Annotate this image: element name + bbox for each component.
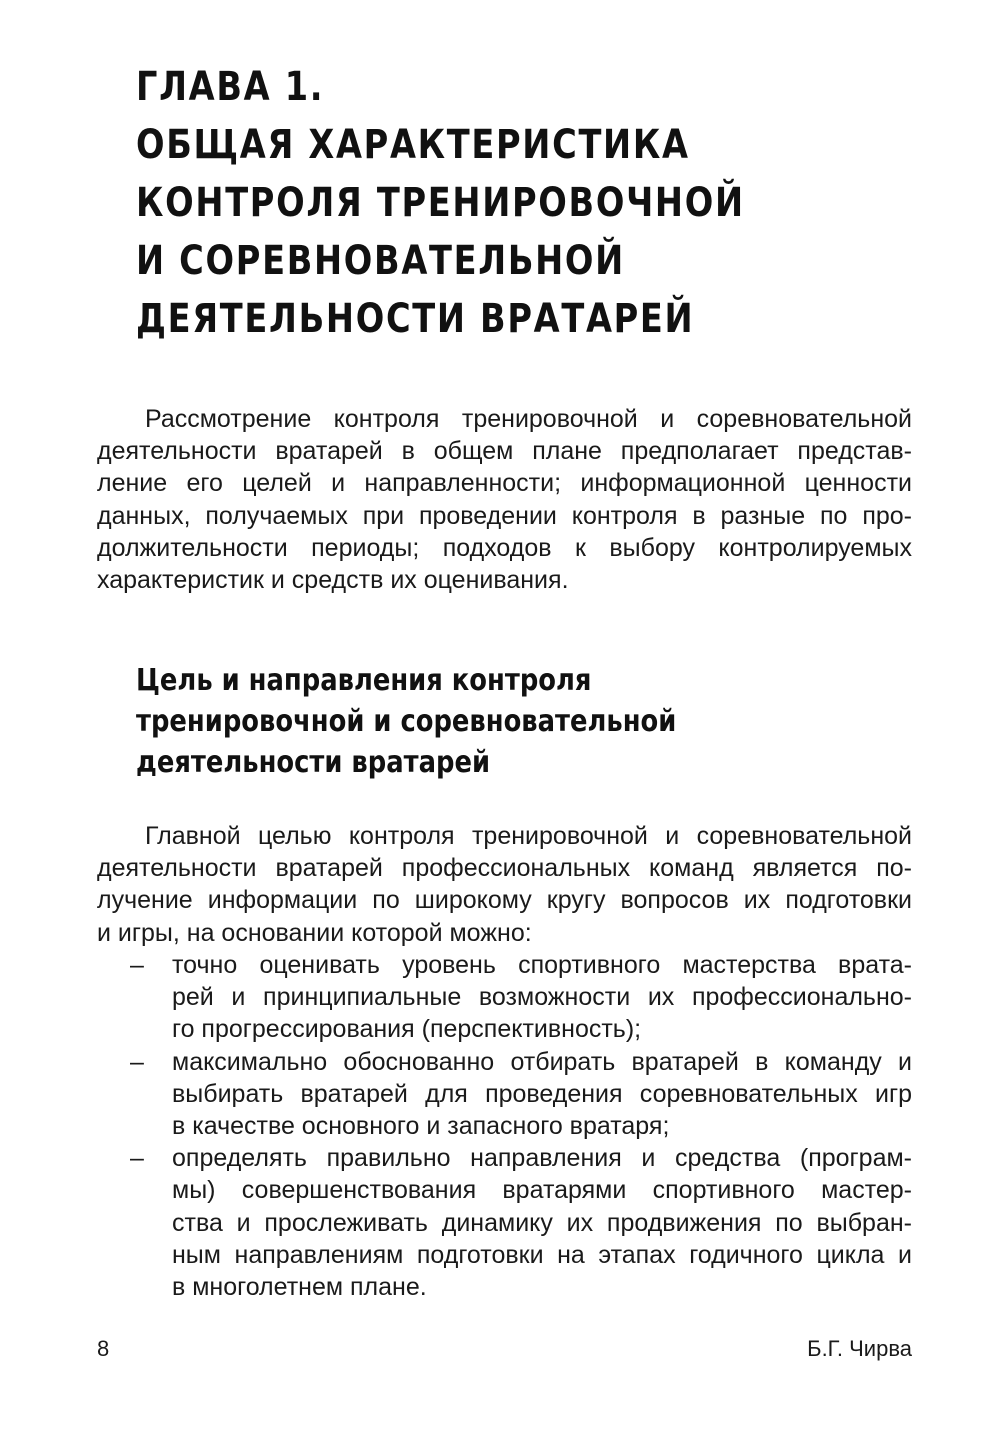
text-line: ление его целей и направленности; информационной ценности (97, 469, 912, 498)
chapter-title (136, 58, 791, 348)
text-line: Главной целью контроля тренировочной и соревновательной (145, 822, 912, 850)
text-line: лучение информации по широкому кругу вопросов их подготовки (97, 886, 912, 915)
text-line: характеристик и средств их оценивания. (97, 565, 569, 594)
list-item (97, 949, 912, 1046)
text-line: максимально обоснованно отбирать вратарей в команду и (172, 1047, 912, 1076)
goals-list (97, 949, 912, 1303)
text-line: ства и прослеживать динамику их продвижения по выбран- (172, 1208, 912, 1237)
chapter-title-line: ОБЩАЯ ХАРАКТЕРИСТИКА (136, 122, 690, 168)
dash-bullet: – (130, 1144, 144, 1173)
text-line: выбирать вратарей для проведения соревновательных игр (172, 1079, 912, 1108)
section-paragraph (97, 820, 912, 949)
text-line: и игры, на основании которой можно: (97, 918, 532, 947)
author-name: Б.Г. Чирва (807, 1336, 912, 1361)
dash-bullet: – (130, 1047, 144, 1076)
text-line: данных, получаемых при проведении контроля в разные по про- (97, 501, 912, 530)
text-line: в качестве основного и запасного вратаря; (172, 1111, 670, 1140)
text-line: деятельности вратарей профессиональных команд является по- (97, 854, 912, 883)
text-line: деятельности вратарей в общем плане предполагает представ- (97, 437, 912, 466)
text-line: определять правильно направления и средства (програм- (172, 1144, 912, 1173)
text-line: го прогрессирования (перспективность); (172, 1015, 642, 1044)
section-title-line: деятельности вратарей (136, 745, 491, 780)
text-line: рей и принципиальные возможности их профессионально- (172, 983, 912, 1012)
section-title-line: Цель и направления контроля (136, 663, 592, 698)
chapter-title-line: ДЕЯТЕЛЬНОСТИ ВРАТАРЕЙ (136, 296, 695, 342)
chapter-title-line: КОНТРОЛЯ ТРЕНИРОВОЧНОЙ (136, 180, 745, 226)
text-line: Рассмотрение контроля тренировочной и соревновательной (145, 405, 912, 433)
section-title (136, 660, 721, 783)
text-line: ным направлениям подготовки на этапах годичного цикла и (172, 1240, 912, 1269)
section-title-line: тренировочной и соревновательной (136, 704, 677, 739)
text-line: мы) совершенствования вратарями спортивного мастер- (172, 1176, 912, 1205)
text-line: в многолетнем плане. (172, 1272, 427, 1301)
text-line: должительности периоды; подходов к выбору контролируемых (97, 533, 912, 562)
intro-paragraph (97, 403, 912, 596)
text-line: точно оценивать уровень спортивного мастерства врата- (172, 951, 912, 979)
chapter-title-line: ГЛАВА 1. (136, 64, 325, 110)
list-item (97, 1142, 912, 1303)
chapter-title-line: И СОРЕВНОВАТЕЛЬНОЙ (136, 238, 625, 284)
page-number: 8 (97, 1336, 110, 1361)
dash-bullet: – (130, 951, 144, 979)
list-item (97, 1046, 912, 1143)
